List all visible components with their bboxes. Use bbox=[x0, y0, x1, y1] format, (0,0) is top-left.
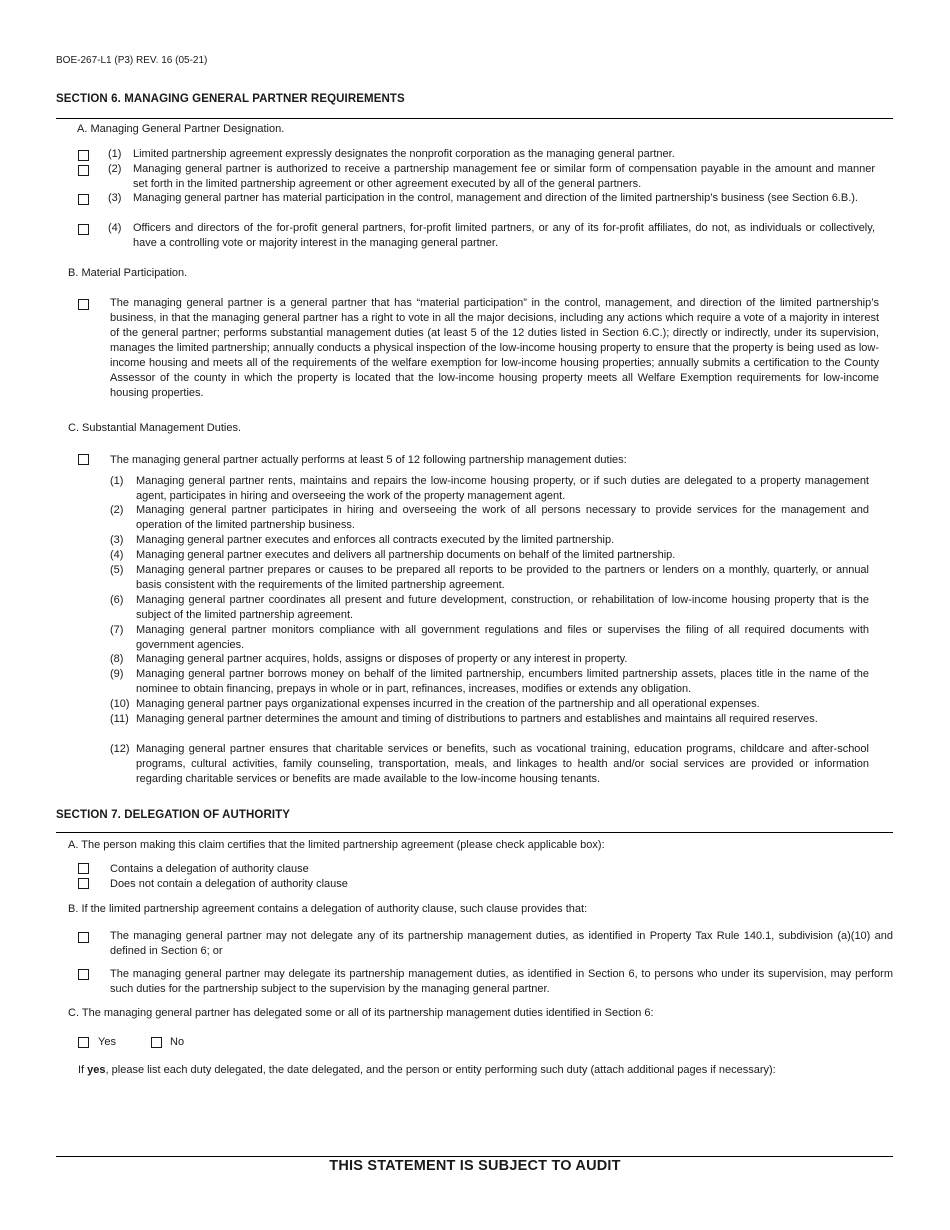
duty-text: Managing general partner participates in hiring and overseeing the work of all persons necessary to provide services for the management and operation of the limited partnership business. bbox=[136, 504, 869, 531]
duty-text: Managing general partner coordinates all present and future development, construction, or rehabilitation of low-income housing property that is the subject of the limited partnership agreement. bbox=[136, 594, 869, 621]
delegation-note bbox=[78, 1063, 776, 1078]
section6a-item3-number: (3) bbox=[108, 192, 122, 204]
form-id: BOE-267-L1 (P3) REV. 16 (05-21) bbox=[56, 55, 208, 66]
delegation-note-prefix: If bbox=[78, 1064, 88, 1076]
duty-number: (11) bbox=[110, 713, 129, 725]
duty-number: (6) bbox=[110, 594, 124, 606]
section6b-checkbox[interactable] bbox=[78, 299, 89, 310]
section6b-heading: B. Material Participation. bbox=[68, 267, 188, 279]
duty-number: (4) bbox=[110, 549, 124, 561]
may-delegate-text: The managing general partner may delegate its partnership management duties, as identified in Section 6, to persons who under its supervision, may perform such duties for the partnership subject to the supervision by the managing general partner. bbox=[110, 968, 893, 995]
duty-number: (7) bbox=[110, 624, 124, 636]
section6c-checkbox[interactable] bbox=[78, 454, 89, 465]
duty-number: (10) bbox=[110, 698, 130, 710]
may-not-delegate-text: The managing general partner may not delegate any of its partnership management duties, as identified in Property Tax Rule 140.1, subdivision (a)(10) and defined in Section 6; or bbox=[110, 930, 893, 957]
section7-title: SECTION 7. DELEGATION OF AUTHORITY bbox=[56, 809, 291, 821]
section6a-item1-text: Limited partnership agreement expressly designates the nonprofit corporation as the managing general partner. bbox=[133, 148, 675, 160]
section6a-heading: A. Managing General Partner Designation. bbox=[77, 123, 285, 135]
section6a-item4-checkbox[interactable] bbox=[78, 224, 89, 235]
duty-text: Managing general partner prepares or causes to be prepared all reports to be provided to the partners or lenders on a monthly, quarterly, or annual basis consistent with the requirements of the limited partnership agreement. bbox=[136, 564, 869, 591]
audit-notice: THIS STATEMENT IS SUBJECT TO AUDIT bbox=[329, 1158, 621, 1174]
duty-number: (5) bbox=[110, 564, 124, 576]
delegation-note-rest: , please list each duty delegated, the date delegated, and the person or entity performing such duty (attach additional pages if necessary): bbox=[105, 1064, 776, 1076]
section6a-item2-number: (2) bbox=[108, 163, 122, 175]
duty-text: Managing general partner executes and delivers all partnership documents on behalf of the limited partnership. bbox=[136, 549, 676, 561]
duty-text: Managing general partner acquires, holds, assigns or disposes of property or any interest in property. bbox=[136, 653, 628, 665]
section7a-text: A. The person making this claim certifies that the limited partnership agreement (please check applicable box): bbox=[68, 839, 605, 851]
section6a-item1-checkbox[interactable] bbox=[78, 150, 89, 161]
duty-text: Managing general partner borrows money on behalf of the limited partnership, encumbers limited partnership assets, places title in the name of the nominee to obtain financing, prepays in whole or in part, refinances, increases, modifies or extends any obligation. bbox=[136, 668, 869, 695]
duty-text: Managing general partner determines the amount and timing of distributions to partners and establishes and maintains all required reserves. bbox=[136, 713, 818, 725]
section6c-heading: C. Substantial Management Duties. bbox=[68, 422, 242, 434]
duty-text: Managing general partner pays organizational expenses incurred in the creation of the partnership and all operational expenses. bbox=[136, 698, 760, 710]
footer-divider bbox=[56, 1156, 893, 1157]
no-clause-label: Does not contain a delegation of authority clause bbox=[110, 878, 348, 890]
section7b-text: B. If the limited partnership agreement contains a delegation of authority clause, such clause provides that: bbox=[68, 903, 588, 915]
yes-label: Yes bbox=[98, 1036, 116, 1048]
no-clause-checkbox[interactable] bbox=[78, 878, 89, 889]
section6a-item3-checkbox[interactable] bbox=[78, 194, 89, 205]
section6a-item4-number: (4) bbox=[108, 222, 122, 234]
section6a-item3-text: Managing general partner has material participation in the control, management and direction of the limited partnership’s business (see Section 6.B.). bbox=[133, 192, 858, 204]
section7c-text: C. The managing general partner has delegated some or all of its partnership management duties identified in Section 6: bbox=[68, 1007, 654, 1019]
duty-text: Managing general partner executes and enforces all contracts executed by the limited partnership. bbox=[136, 534, 615, 546]
duty-text: Managing general partner ensures that charitable services or benefits, such as vocational training, education programs, childcare and after-school programs, cultural activities, family counseling, transportation, meals, and linkages to health and/or social services are provided or information regarding charitable services or benefits are made available to the low-income housing tenants. bbox=[136, 743, 869, 785]
duty-text: Managing general partner rents, maintains and repairs the low-income housing property, or if such duties are delegated to a property management agent, participates in hiring and overseeing the work of the property management agent. bbox=[136, 475, 869, 502]
section6a-item2-checkbox[interactable] bbox=[78, 165, 89, 176]
duty-number: (8) bbox=[110, 653, 124, 665]
duty-number: (9) bbox=[110, 668, 124, 680]
no-label: No bbox=[170, 1036, 185, 1048]
section6a-item4-text: Officers and directors of the for-profit general partners, for-profit limited partners, or any of its for-profit affiliates, do not, as individuals or collectively, have a controlling vote or majority interest in the managing general partner. bbox=[133, 222, 875, 249]
contains-clause-checkbox[interactable] bbox=[78, 863, 89, 874]
section6a-item2-text: Managing general partner is authorized to receive a partnership management fee or similar form of compensation payable in the amount and manner set forth in the limited partnership agreement or other agreement executed by all of the general partners. bbox=[133, 163, 875, 190]
section6b-text: The managing general partner is a general partner that has “material participation” in the control, management, and direction of the limited partnership’s business, in that the managing general partner has a right to vote in all the major decisions, including any actions which require a vote of a majority in interest of the general partner; performs substantial management duties (at least 5 of the 12 duties listed in Section 6.C.); directly or indirectly, under its supervision, manages the limited partnership; annually conducts a physical inspection of the low-income housing property to ensure that the property is being used as low-income housing and meets all of the requirements of the welfare exemption for low-income housing properties; annually submits a certification to the County Assessor of the county in which the property is located that the low-income housing property meets all Welfare Exemption requirements for low-income housing properties. bbox=[110, 297, 879, 399]
section6a-item1-number: (1) bbox=[108, 148, 122, 160]
yes-checkbox[interactable] bbox=[78, 1037, 89, 1048]
section6-divider bbox=[56, 118, 893, 119]
may-delegate-checkbox[interactable] bbox=[78, 969, 89, 980]
no-checkbox[interactable] bbox=[151, 1037, 162, 1048]
duty-text: Managing general partner monitors compliance with all government regulations and files or supervises the filing of all required documents with government agencies. bbox=[136, 624, 869, 651]
duty-number: (3) bbox=[110, 534, 124, 546]
contains-clause-label: Contains a delegation of authority clause bbox=[110, 863, 309, 875]
duty-number: (12) bbox=[110, 743, 130, 755]
section7-divider bbox=[56, 832, 893, 833]
section6-title: SECTION 6. MANAGING GENERAL PARTNER REQUIREMENTS bbox=[56, 93, 405, 105]
duty-number: (2) bbox=[110, 504, 124, 516]
duty-number: (1) bbox=[110, 475, 124, 487]
may-not-delegate-checkbox[interactable] bbox=[78, 932, 89, 943]
delegation-note-yes: yes bbox=[87, 1064, 106, 1076]
section6c-intro: The managing general partner actually performs at least 5 of 12 following partnership management duties: bbox=[110, 454, 627, 466]
